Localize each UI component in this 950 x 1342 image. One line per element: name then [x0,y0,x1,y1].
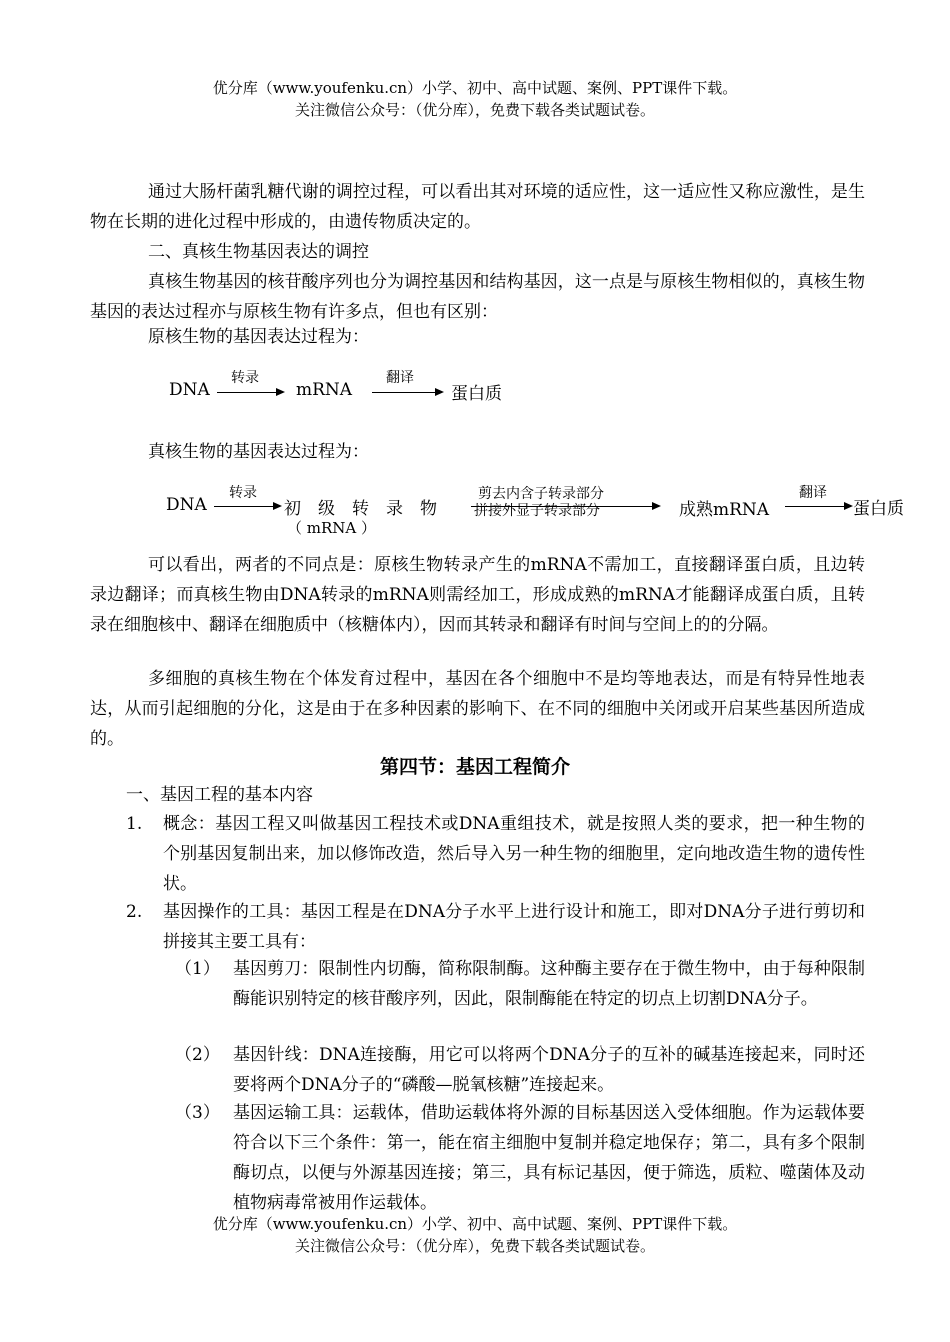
footer-line-2: 关注微信公众号：（优分库），免费下载各类试题试卷。 [294,1237,655,1255]
tool-2-ligase: 基因针线：DNA连接酶，用它可以将两个DNA分子的互补的碱基连接起来，同时还要将两个DNA分子的“磷酸—脱氧核糖”连接起来。 [233,1045,865,1095]
tool-2-number: （2） [175,1045,220,1065]
intro-paragraph: 通过大肠杆菌乳糖代谢的调控过程，可以看出其对环境的适应性，这一适应性又称应激性，是生物在长期的进化过程中形成的，由遗传物质决定的。 [90,182,865,232]
euk-arrow-1 [214,506,280,507]
subsection-heading: 一、基因工程的基本内容 [126,785,313,805]
item-1-concept: 概念：基因工程又叫做基因工程技术或DNA重组技术，就是按照人类的要求，把一种生物的个别基因复制出来，加以修饰改造，然后导入另一种生物的细胞里，定向地改造生物的遗传性状。 [163,814,865,894]
section-title: 第四节：基因工程简介 [379,756,570,778]
item-2-tools: 基因操作的工具：基因工程是在DNA分子水平上进行设计和施工，即对DNA分子进行剪切和拼接其主要工具有： [163,902,865,952]
euk-splicing-label-top: 剪去内含子转录部分 [478,486,604,502]
tool-1-number: （1） [175,959,220,979]
euk-primary-transcript: 初 级 转 录 物 [284,499,437,519]
item-1-number: 1. [126,814,143,834]
comparison-paragraph: 可以看出，两者的不同点是：原核生物转录产生的mRNA不需加工，直接翻译蛋白质，且边转录边翻译；而真核生物由DNA转录的mRNA则需经加工，形成成熟的mRNA才能翻译成蛋白质，且转录在细胞核中、翻译在细胞质中（核糖体内），因而其转录和翻译有时间与空间上的的分隔。 [90,555,865,635]
prok-protein: 蛋白质 [451,384,502,404]
euk-protein: 蛋白质 [853,499,904,519]
prok-dna: DNA [169,380,210,400]
tool-1-restriction-enzyme: 基因剪刀：限制性内切酶，简称限制酶。这种酶主要存在于微生物中，由于每种限制酶能识别特定的核苷酸序列，因此，限制酶能在特定的切点上切割DNA分子。 [233,959,865,1009]
prokaryote-process-label: 原核生物的基因表达过程为： [148,327,369,347]
prok-arrow-2 [372,392,442,393]
euk-translation-label: 翻译 [799,485,827,501]
euk-arrow-3 [785,506,851,507]
euk-dna: DNA [166,495,207,515]
tool-3-vector: 基因运输工具：运载体，借助运载体将外源的目标基因送入受体细胞。作为运载体要符合以下三个条件：第一，能在宿主细胞中复制并稳定地保存；第二，具有多个限制酶切点，以便与外源基因连接；第三，具有标记基因，便于筛选，质粒、噬菌体及动植物病毒常被用作运载体。 [233,1103,865,1213]
euk-transcription-label: 转录 [229,485,257,501]
section-heading-eukaryote-regulation: 二、真核生物基因表达的调控 [148,242,369,262]
eukaryote-process-label: 真核生物的基因表达过程为： [148,442,369,462]
tool-3-number: （3） [175,1103,220,1123]
prok-transcription-label: 转录 [231,370,259,386]
euk-splicing-label-bottom: 拼接外显子转录部分 [474,503,600,519]
prok-mrna: mRNA [296,380,353,400]
euk-mature-mrna: 成熟mRNA [679,500,770,520]
euk-primary-mrna: （ mRNA ） [287,519,377,537]
header-line-2: 关注微信公众号：（优分库），免费下载各类试题试卷。 [294,101,655,119]
footer-line-1: 优分库（www.youfenku.cn）小学、初中、高中试题、案例、PPT课件下载。 [212,1215,738,1233]
eukaryote-gene-paragraph: 真核生物基因的核苷酸序列也分为调控基因和结构基因，这一点是与原核生物相似的，真核生物基因的表达过程亦与原核生物有许多点，但也有区别： [90,272,865,322]
prok-translation-label: 翻译 [386,370,414,386]
prok-arrow-1 [217,392,283,393]
header-line-1: 优分库（www.youfenku.cn）小学、初中、高中试题、案例、PPT课件下载。 [212,79,738,97]
differentiation-paragraph: 多细胞的真核生物在个体发育过程中，基因在各个细胞中不是均等地表达，而是有特异性地表达，从而引起细胞的分化，这是由于在多种因素的影响下、在不同的细胞中关闭或开启某些基因所造成的。 [90,669,865,749]
item-2-number: 2. [126,902,143,922]
